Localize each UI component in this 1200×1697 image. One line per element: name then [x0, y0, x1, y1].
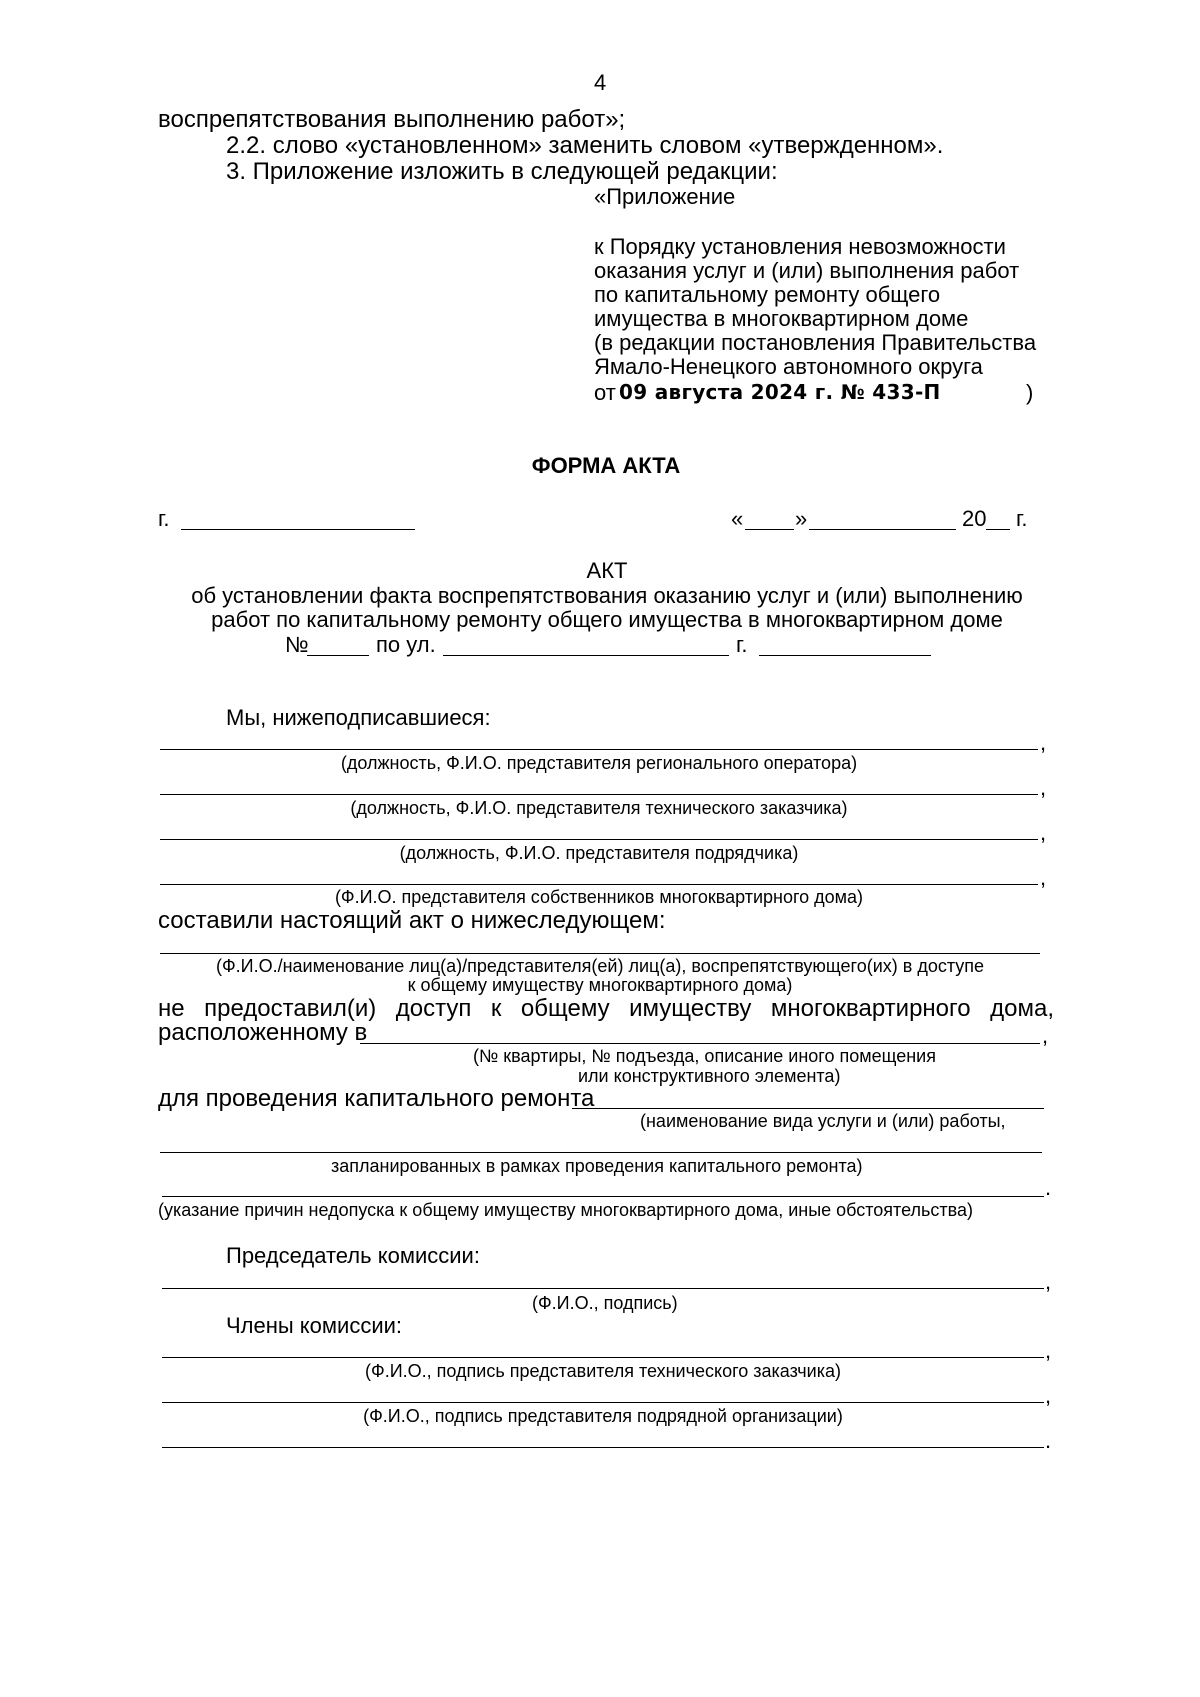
act-subtitle: работ по капитальному ремонту общего имущества в многоквартирном доме [211, 607, 1003, 632]
appendix-from: от [594, 380, 616, 405]
word: имуществу [629, 995, 752, 1022]
service-caption: (наименование вида услуги и (или) работы, [640, 1111, 1006, 1131]
reason-line[interactable] [162, 1196, 1044, 1197]
appendix-title: «Приложение [594, 184, 736, 209]
street-blank[interactable] [443, 655, 729, 656]
city-prefix: г. [158, 506, 170, 531]
members-label: Члены комиссии: [226, 1313, 403, 1338]
appendix-line: имущества в многоквартирном доме [594, 306, 969, 331]
city-blank[interactable] [181, 529, 415, 530]
item-3: 3. Приложение изложить в следующей редакции: [226, 158, 778, 185]
comma: , [1040, 820, 1047, 845]
owners-representative-caption: (Ф.И.О. представителя собственников многоквартирного дома) [334, 887, 864, 907]
technical-customer-line[interactable] [160, 794, 1038, 795]
location-caption: или конструктивного элемента) [578, 1066, 841, 1086]
chairman-caption: (Ф.И.О., подпись) [532, 1293, 678, 1313]
member-contractor-line[interactable] [162, 1402, 1044, 1403]
decree-stamp: 09 августа 2024 г. № 433-П [619, 380, 941, 404]
obstructing-person-caption: к общему имуществу многоквартирного дома) [407, 975, 793, 995]
house-number-blank[interactable] [307, 655, 369, 656]
appendix-line: оказания услуг и (или) выполнения работ [594, 258, 1020, 283]
page-number: 4 [594, 70, 607, 95]
word: не [158, 995, 185, 1022]
obstructing-person-caption: (Ф.И.О./наименование лиц(а)/представителя(ей) лиц(а), воспрепятствующего(их) в доступе [215, 956, 985, 976]
planned-work-line[interactable] [160, 1152, 1042, 1153]
number-prefix: № [285, 632, 309, 657]
word: дома, [990, 995, 1054, 1022]
planned-caption: запланированных в рамках проведения капитального ремонта) [331, 1156, 863, 1176]
chairman-label: Председатель комиссии: [226, 1243, 480, 1268]
comma: , [1040, 730, 1047, 755]
word: к [490, 995, 502, 1022]
comma: , [1045, 1338, 1052, 1363]
day-blank[interactable] [745, 529, 794, 530]
comma: , [1040, 865, 1047, 890]
appendix-line: Ямало-Ненецкого автономного округа [594, 354, 983, 379]
period: . [1045, 1175, 1052, 1200]
member-technical-customer-line[interactable] [162, 1357, 1044, 1358]
year-prefix: 20 [962, 506, 987, 531]
for-repair-label: для проведения капитального ремонта [158, 1085, 595, 1112]
street-prefix: по ул. [376, 632, 436, 657]
appendix-line: к Порядку установления невозможности [594, 234, 1006, 259]
comma: , [1045, 1383, 1052, 1408]
chairman-signature-line[interactable] [162, 1288, 1044, 1289]
contractor-caption: (должность, Ф.И.О. представителя подрядчика) [399, 843, 799, 863]
date-close-quote: » [795, 506, 808, 531]
service-line[interactable] [572, 1108, 1044, 1109]
compiled-statement: составили настоящий акт о нижеследующем: [158, 907, 666, 934]
appendix-line: по капитальному ремонту общего [594, 282, 941, 307]
comma: , [1042, 1023, 1049, 1048]
act-subtitle: об установлении факта воспрепятствования оказанию услуг и (или) выполнению [191, 583, 1023, 608]
appendix-line: (в редакции постановления Правительства [594, 330, 1037, 355]
address-city-prefix: г. [736, 632, 748, 657]
location-caption: (№ квартиры, № подъезда, описание иного помещения [473, 1046, 936, 1066]
year-blank[interactable] [986, 529, 1010, 530]
contractor-line[interactable] [160, 839, 1038, 840]
regional-operator-caption: (должность, Ф.И.О. представителя регионального оператора) [340, 753, 858, 773]
location-line[interactable] [360, 1043, 1040, 1044]
comma: , [1040, 775, 1047, 800]
signatories-intro: Мы, нижеподписавшиеся: [226, 705, 491, 730]
form-title: ФОРМА АКТА [531, 453, 681, 478]
year-suffix: г. [1016, 506, 1028, 531]
technical-customer-caption: (должность, Ф.И.О. представителя технического заказчика) [350, 798, 848, 818]
reason-caption: (указание причин недопуска к общему имуществу многоквартирного дома, иные обстоятельства) [158, 1200, 974, 1220]
member-contractor-caption: (Ф.И.О., подпись представителя подрядной организации) [363, 1406, 843, 1426]
address-city-blank[interactable] [759, 655, 931, 656]
intro-line: воспрепятствования выполнению работ»; [158, 106, 626, 133]
act-title: АКТ [586, 558, 628, 583]
member-technical-customer-caption: (Ф.И.О., подпись представителя технического заказчика) [365, 1361, 841, 1381]
close-paren: ) [1026, 380, 1034, 405]
owners-representative-line[interactable] [160, 884, 1038, 885]
word: многоквартирного [770, 995, 971, 1022]
member-extra-line[interactable] [162, 1447, 1044, 1448]
obstructing-person-line[interactable] [160, 953, 1040, 954]
date-open-quote: « [731, 506, 744, 531]
comma: , [1045, 1269, 1052, 1294]
month-blank[interactable] [809, 529, 956, 530]
word: предоставил(и) [204, 995, 377, 1022]
access-denied-statement [158, 997, 1054, 1021]
period: . [1045, 1428, 1052, 1453]
regional-operator-line[interactable] [160, 749, 1038, 750]
located-label: расположенному в [158, 1019, 368, 1046]
word: доступ [395, 995, 472, 1022]
word: общему [520, 995, 610, 1022]
item-2-2: 2.2. слово «установленном» заменить словом «утвержденном». [226, 132, 944, 159]
